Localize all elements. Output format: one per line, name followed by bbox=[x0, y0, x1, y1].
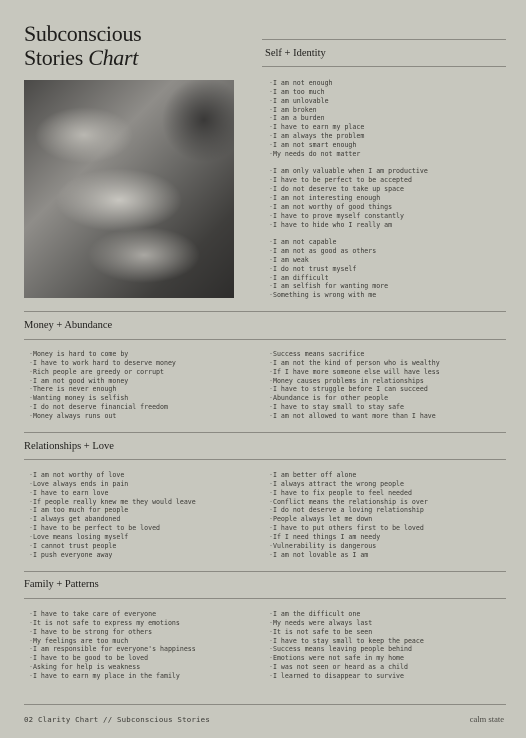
list-item: · Money always runs out bbox=[29, 412, 176, 421]
list-item: · I am not interesting enough bbox=[269, 194, 428, 203]
self-identity-list bbox=[269, 79, 428, 300]
list-item: · I am too much bbox=[269, 88, 428, 97]
list-item: · I have to stay small to stay safe bbox=[269, 403, 440, 412]
list-item: · I am not enough bbox=[269, 79, 428, 88]
list-item: · Asking for help is weakness bbox=[29, 663, 196, 672]
list-item: · Rich people are greedy or corrupt bbox=[29, 368, 176, 377]
divider-family-bottom bbox=[24, 598, 506, 599]
list-item: · I am not capable bbox=[269, 238, 428, 247]
list-item: · If I have more someone else will have less bbox=[269, 368, 440, 377]
footer-text: 02 Clarity Chart // Subconscious Stories bbox=[24, 715, 210, 724]
list-item: · Wanting money is selfish bbox=[29, 394, 176, 403]
divider-self-bottom bbox=[262, 66, 506, 67]
list-item: · There is never enough bbox=[29, 385, 176, 394]
list-item: · I have to earn love bbox=[29, 489, 196, 498]
list-item: · I am always the problem bbox=[269, 132, 428, 141]
divider-self-top bbox=[262, 39, 506, 40]
list-item: · I am better off alone bbox=[269, 471, 428, 480]
list-item: · I am difficult bbox=[269, 274, 428, 283]
list-item: · My feelings are too much bbox=[29, 637, 196, 646]
divider-money-top bbox=[24, 311, 506, 312]
list-item: · I am not the kind of person who is wealthy bbox=[269, 359, 440, 368]
list-item: · Money causes problems in relationships bbox=[269, 377, 440, 386]
list-item: · Emotions were not safe in my home bbox=[269, 654, 424, 663]
list-item: · I am not allowed to want more than I have bbox=[269, 412, 440, 421]
divider-money-bottom bbox=[24, 339, 506, 340]
list-item: · I have to prove myself constantly bbox=[269, 212, 428, 221]
title-line-1: Subconscious bbox=[24, 21, 142, 46]
section-heading-relationships: Relationships + Love bbox=[24, 441, 114, 452]
section-heading-money: Money + Abundance bbox=[24, 320, 113, 331]
list-item: · I do not deserve a loving relationship bbox=[269, 506, 428, 515]
list-item: · I have to earn my place in the family bbox=[29, 672, 196, 681]
list-item: · I have to fix people to feel needed bbox=[269, 489, 428, 498]
list-item: · I do not trust myself bbox=[269, 265, 428, 274]
list-item: · I have to stay small to keep the peace bbox=[269, 637, 424, 646]
list-item: · Abundance is for other people bbox=[269, 394, 440, 403]
list-item: · I am unlovable bbox=[269, 97, 428, 106]
list-item: · I do not deserve to take up space bbox=[269, 185, 428, 194]
list-item: · Money is hard to come by bbox=[29, 350, 176, 359]
list-item: · I have to work hard to deserve money bbox=[29, 359, 176, 368]
section-heading-family: Family + Patterns bbox=[24, 579, 99, 590]
list-item: · I have to struggle before I can succeed bbox=[269, 385, 440, 394]
list-item: · I push everyone away bbox=[29, 551, 196, 560]
list-spacer bbox=[269, 159, 428, 168]
list-item: · It is not safe to express my emotions bbox=[29, 619, 196, 628]
list-item: · People always let me down bbox=[269, 515, 428, 524]
list-item: · I am a burden bbox=[269, 114, 428, 123]
list-item: · I am too much for people bbox=[29, 506, 196, 515]
money-list-left bbox=[29, 350, 176, 421]
list-item: · I have to earn my place bbox=[269, 123, 428, 132]
list-item: · Something is wrong with me bbox=[269, 291, 428, 300]
list-item: · I am only valuable when I am productive bbox=[269, 167, 428, 176]
list-item: · It is not safe to be seen bbox=[269, 628, 424, 637]
list-item: · I am the difficult one bbox=[269, 610, 424, 619]
list-item: · My needs were always last bbox=[269, 619, 424, 628]
list-item: · Love means losing myself bbox=[29, 533, 196, 542]
list-item: · I have to be strong for others bbox=[29, 628, 196, 637]
list-item: · Love always ends in pain bbox=[29, 480, 196, 489]
list-item: · Success means sacrifice bbox=[269, 350, 440, 359]
hands-photo bbox=[24, 80, 234, 298]
page-title bbox=[24, 22, 141, 70]
list-item: · I learned to disappear to survive bbox=[269, 672, 424, 681]
list-item: · Conflict means the relationship is over bbox=[269, 498, 428, 507]
list-item: · I am not worthy of love bbox=[29, 471, 196, 480]
list-item: · My needs do not matter bbox=[269, 150, 428, 159]
list-item: · I am weak bbox=[269, 256, 428, 265]
list-item: · I have to hide who I really am bbox=[269, 221, 428, 230]
list-spacer bbox=[269, 229, 428, 238]
list-item: · I have to take care of everyone bbox=[29, 610, 196, 619]
title-word-stories: Stories bbox=[24, 45, 89, 70]
list-item: · I have to put others first to be loved bbox=[269, 524, 428, 533]
divider-family-top bbox=[24, 571, 506, 572]
section-heading-self-identity: Self + Identity bbox=[265, 48, 326, 59]
list-item: · I am not worthy of good things bbox=[269, 203, 428, 212]
list-item: · I was not seen or heard as a child bbox=[269, 663, 424, 672]
divider-relationships-top bbox=[24, 432, 506, 433]
list-item: · Success means leaving people behind bbox=[269, 645, 424, 654]
list-item: · Vulnerability is dangerous bbox=[269, 542, 428, 551]
family-list-left bbox=[29, 610, 196, 681]
list-item: · I cannot trust people bbox=[29, 542, 196, 551]
list-item: · I have to be perfect to be accepted bbox=[269, 176, 428, 185]
list-item: · If people really knew me they would leave bbox=[29, 498, 196, 507]
list-item: · I always get abandoned bbox=[29, 515, 196, 524]
relationships-list-right bbox=[269, 471, 428, 559]
title-word-chart: Chart bbox=[88, 45, 139, 70]
list-item: · I am selfish for wanting more bbox=[269, 282, 428, 291]
divider-relationships-bottom bbox=[24, 459, 506, 460]
list-item: · I have to be perfect to be loved bbox=[29, 524, 196, 533]
title-line-2 bbox=[24, 46, 141, 70]
money-list-right bbox=[269, 350, 440, 421]
list-item: · I am responsible for everyone's happiness bbox=[29, 645, 196, 654]
list-item: · If I need things I am needy bbox=[269, 533, 428, 542]
divider-footer bbox=[24, 704, 506, 705]
list-item: · I am not as good as others bbox=[269, 247, 428, 256]
list-item: · I am broken bbox=[269, 106, 428, 115]
list-item: · I am not smart enough bbox=[269, 141, 428, 150]
list-item: · I always attract the wrong people bbox=[269, 480, 428, 489]
list-item: · I am not lovable as I am bbox=[269, 551, 428, 560]
list-item: · I am not good with money bbox=[29, 377, 176, 386]
brand-logo: calm state bbox=[469, 714, 504, 724]
family-list-right bbox=[269, 610, 424, 681]
list-item: · I do not deserve financial freedom bbox=[29, 403, 176, 412]
relationships-list-left bbox=[29, 471, 196, 559]
list-item: · I have to be good to be loved bbox=[29, 654, 196, 663]
